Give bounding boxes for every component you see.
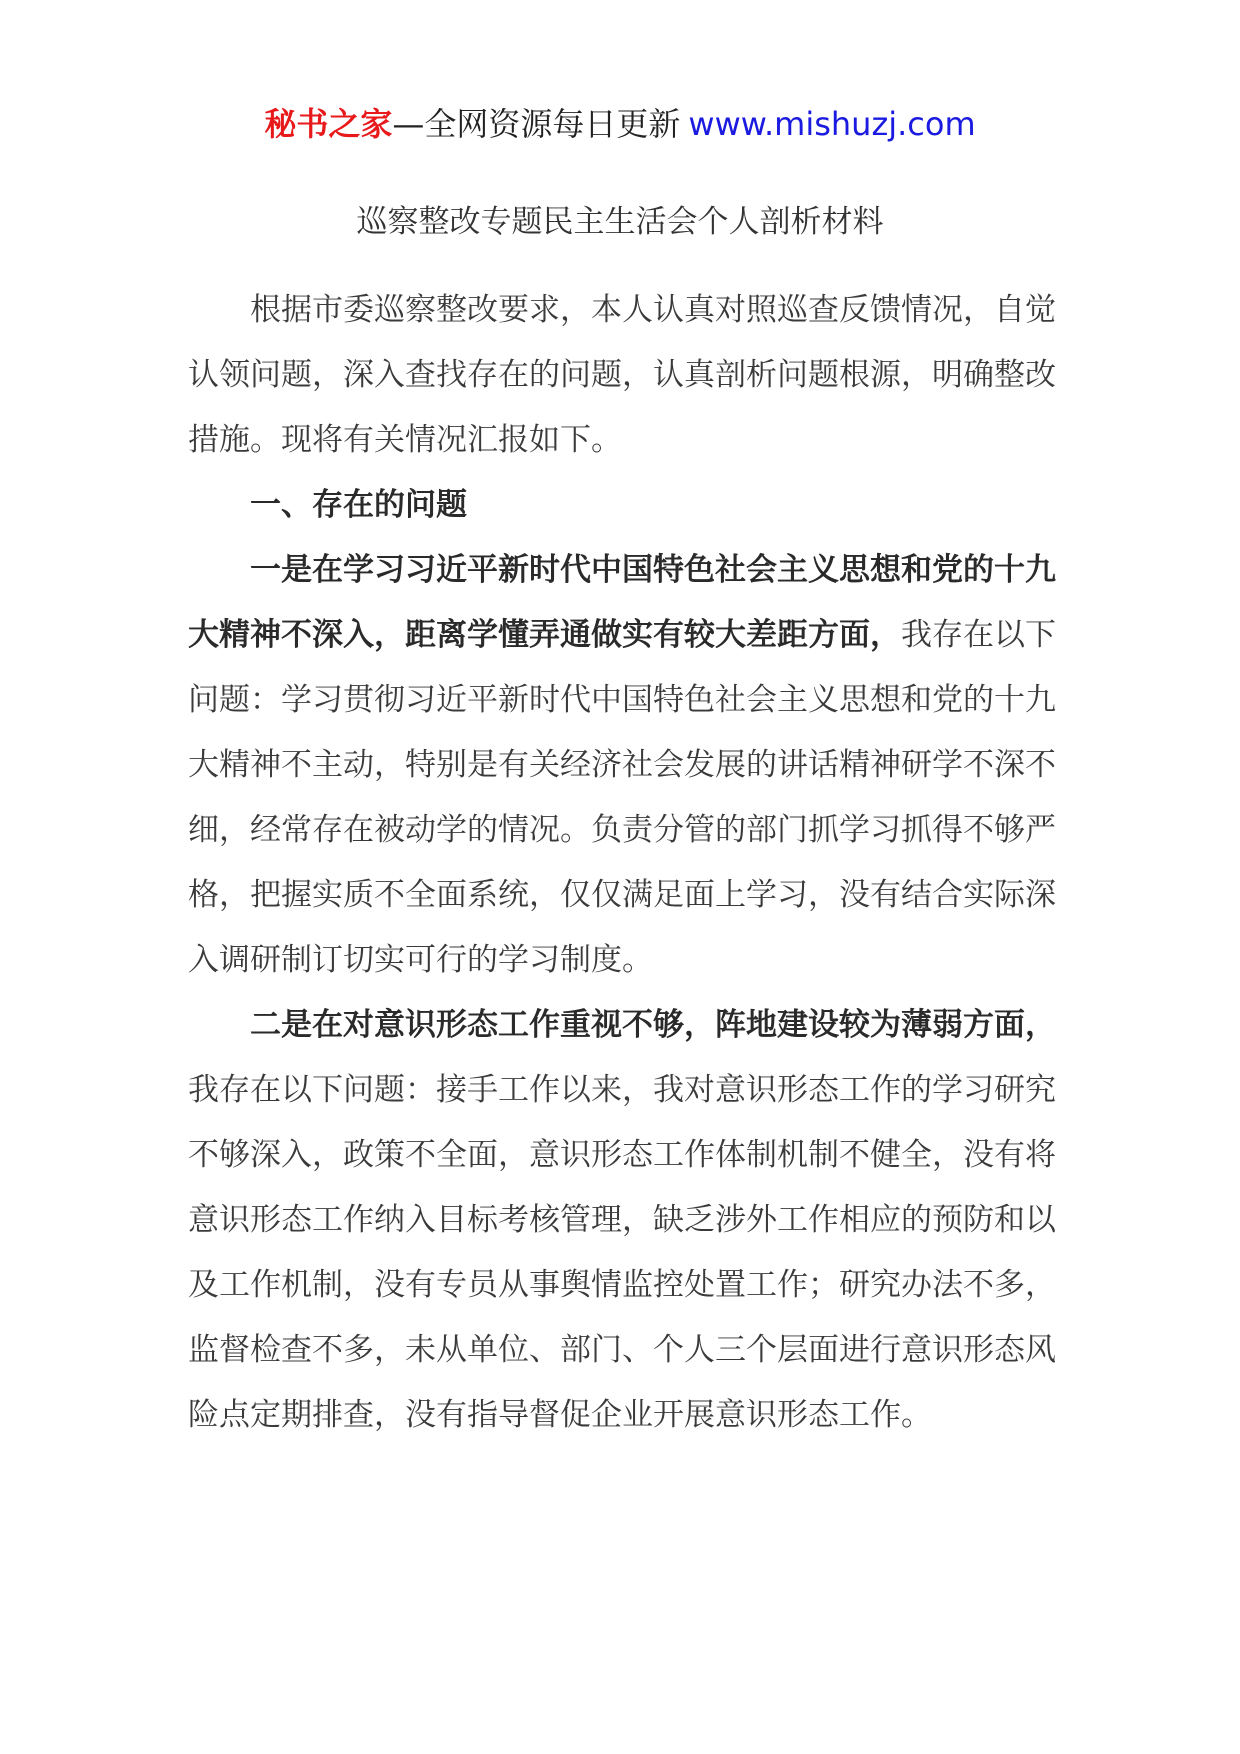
header-tagline: 全网资源每日更新 — [424, 105, 681, 143]
section-heading-problems: 一、存在的问题 — [250, 487, 467, 523]
point-one-text: 我存在以下问题：学习贯彻习近平新时代中国特色社会主义思想和党的十九大精神不主动，特别是有关经济社会发展的讲话精神研学不深不细，经常存在被动学的情况。负责分管的部门抓学习抓得不够严格，把握实质不全面系统，仅仅满足面上学习，没有结合实际深入调研制订切实可行的学习制度。 — [188, 617, 1056, 978]
point-one-paragraph — [188, 538, 1056, 993]
intro-paragraph: 根据市委巡察整改要求，本人认真对照巡查反馈情况，自觉认领问题，深入查找存在的问题，认真剖析问题根源，明确整改措施。现将有关情况汇报如下。 — [188, 292, 1056, 458]
point-one-lead: 一是在学习习近平新时代中国特色社会主义思想和党的十九大精神不深入，距离学懂弄通做实有较大差距方面， — [188, 552, 1056, 653]
point-two-text: 我存在以下问题：接手工作以来，我对意识形态工作的学习研究不够深入，政策不全面，意识形态工作体制机制不健全，没有将意识形态工作纳入目标考核管理，缺乏涉外工作相应的预防和以及工作机制，没有专员从事舆情监控处置工作；研究办法不多，监督检查不多，未从单位、部门、个人三个层面进行意识形态风险点定期排查，没有指导督促企业开展意识形态工作。 — [188, 1072, 1056, 1433]
document-body — [188, 278, 1056, 1448]
site-url-link[interactable]: www.mishuzj.com — [688, 105, 976, 143]
site-header — [0, 100, 1240, 148]
header-dash: — — [392, 105, 425, 143]
point-two-paragraph — [188, 993, 1056, 1448]
brand-name: 秘书之家 — [264, 105, 393, 143]
document-title: 巡察整改专题民主生活会个人剖析材料 — [356, 204, 884, 240]
point-two-lead: 二是在对意识形态工作重视不够，阵地建设较为薄弱方面， — [250, 1007, 1056, 1043]
